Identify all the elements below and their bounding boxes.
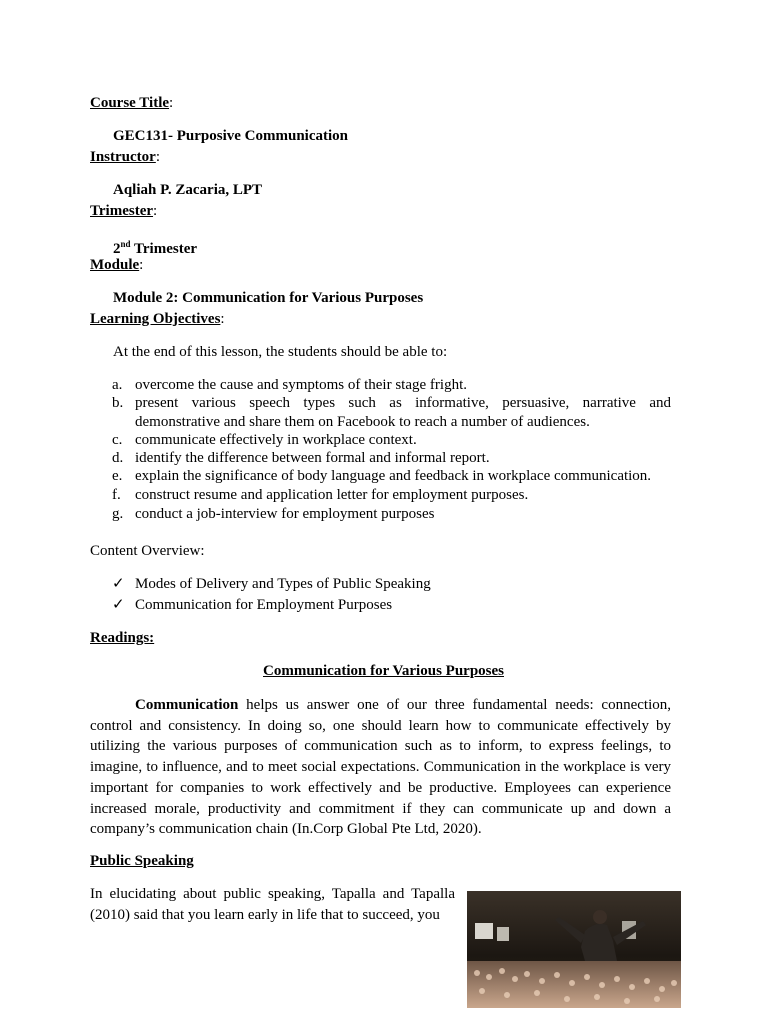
public-speaking-paragraph: In elucidating about public speaking, Tapalla and Tapalla (2010) said that you learn early in life that to succeed, you bbox=[90, 886, 455, 923]
module-label: Module: bbox=[90, 257, 144, 273]
communication-paragraph: Communication helps us answer one of our three fundamental needs: connection, control and consistency. In doing so, one should learn how to communicate effectively by utilizing the various purposes of communication such as to inform, to express feelings, to imagine, to influence, and to meet social expectations. Communication in the workplace is very important for companies to work effectively and be productive. Employees can experience increased morale, productivity and commitment if they can communicate up and down a company’s communication chain (In.Corp Global Pte Ltd, 2020). bbox=[90, 697, 671, 838]
objective-text: communicate effectively in workplace context. bbox=[135, 432, 417, 448]
instructor-name: Aqliah P. Zacaria, LPT bbox=[113, 182, 263, 198]
course-title: GEC131- Purposive Communication bbox=[113, 128, 349, 144]
module-title: Module 2: Communication for Various Purposes bbox=[113, 290, 424, 306]
checkmark-icon: ✓ bbox=[112, 576, 125, 592]
objective-text: conduct a job-interview for employment purposes bbox=[135, 506, 435, 522]
course-title-label: Course Title: bbox=[90, 95, 174, 111]
objectives-label: Learning Objectives: bbox=[90, 311, 225, 327]
objective-marker: d. bbox=[112, 450, 124, 466]
objective-text: present various speech types such as informative, persuasive, narrative and demonstrative and share them on Facebook to reach a number of audiences. bbox=[135, 395, 671, 430]
objective-text: construct resume and application letter for employment purposes. bbox=[135, 487, 529, 503]
speaker-crowd-image bbox=[467, 891, 681, 1008]
trimester-value: 2nd Trimester bbox=[113, 239, 198, 257]
overview-text: Communication for Employment Purposes bbox=[135, 597, 393, 613]
objective-text: explain the significance of body language and feedback in workplace communication. bbox=[135, 468, 652, 484]
objective-marker: f. bbox=[112, 487, 121, 503]
objective-marker: b. bbox=[112, 395, 124, 411]
objective-marker: c. bbox=[112, 432, 123, 448]
readings-label: Readings: bbox=[90, 630, 155, 646]
checkmark-icon: ✓ bbox=[112, 597, 125, 613]
objective-marker: g. bbox=[112, 506, 124, 522]
public-speaking-heading: Public Speaking bbox=[90, 853, 194, 869]
objective-marker: e. bbox=[112, 468, 123, 484]
trimester-label: Trimester: bbox=[90, 203, 158, 219]
objective-marker: a. bbox=[112, 377, 123, 393]
content-overview-label: Content Overview: bbox=[90, 543, 205, 559]
objectives-intro: At the end of this lesson, the students should be able to: bbox=[113, 344, 448, 360]
public-speaking-photo bbox=[467, 891, 681, 1008]
overview-item bbox=[112, 574, 431, 594]
instructor-label: Instructor: bbox=[90, 149, 160, 165]
overview-text: Modes of Delivery and Types of Public Speaking bbox=[135, 576, 431, 592]
objective-text: identify the difference between formal and informal report. bbox=[135, 450, 490, 466]
readings-title: Communication for Various Purposes bbox=[263, 663, 504, 679]
objective-text: overcome the cause and symptoms of their stage fright. bbox=[135, 377, 467, 393]
overview-item bbox=[112, 595, 393, 615]
